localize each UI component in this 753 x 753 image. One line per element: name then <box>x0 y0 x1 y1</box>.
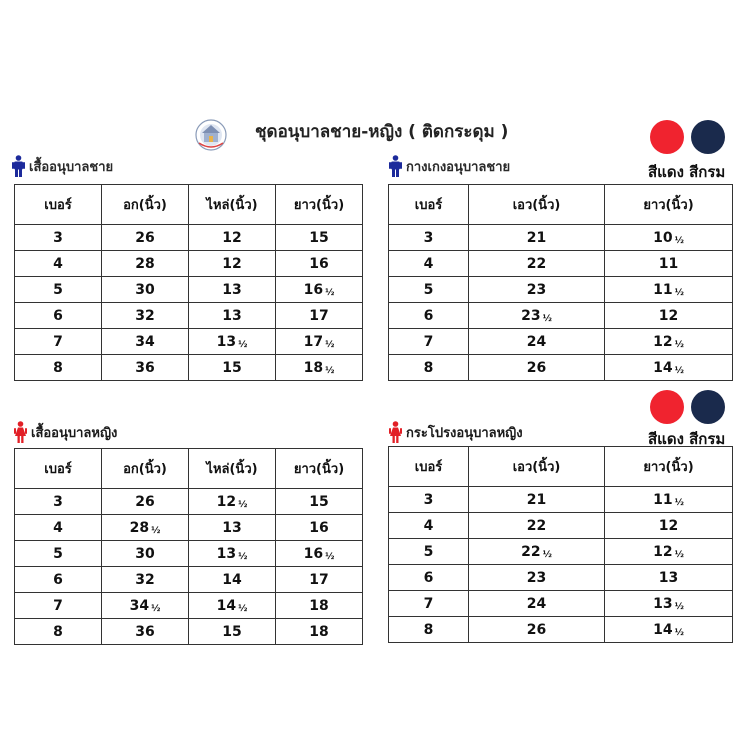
table-cell: 36 <box>102 619 189 645</box>
table-cell: 26 <box>469 355 605 381</box>
table-cell: 7 <box>15 593 102 619</box>
boy-icon <box>389 155 402 177</box>
column-header: เบอร์ <box>389 447 469 487</box>
table-row <box>15 593 363 619</box>
table-row <box>389 329 733 355</box>
table-cell: 8 <box>15 355 102 381</box>
table-row <box>389 591 733 617</box>
column-header: เอว(นิ้ว) <box>469 185 605 225</box>
navy-color-swatch <box>691 120 725 154</box>
table-row <box>389 277 733 303</box>
table-cell: 21 <box>469 225 605 251</box>
navy-color-swatch <box>691 390 725 424</box>
table-cell: 23 <box>469 277 605 303</box>
page-title: ชุดอนุบาลชาย-หญิง ( ติดกระดุม ) <box>255 122 509 142</box>
table-cell: 15 <box>276 225 363 251</box>
table-cell: 30 <box>102 541 189 567</box>
boy-shirt-size-table <box>14 184 363 381</box>
table-header-row <box>15 449 363 489</box>
table-cell: 13 <box>189 277 276 303</box>
table-cell: 15 <box>276 489 363 515</box>
column-header: ยาว(นิ้ว) <box>276 449 363 489</box>
table-row <box>389 251 733 277</box>
table-cell: 26 <box>102 489 189 515</box>
table-row <box>389 565 733 591</box>
girl-shirt-size-table <box>14 448 363 645</box>
table-cell: 5 <box>389 539 469 565</box>
column-header: เบอร์ <box>389 185 469 225</box>
column-header: ยาว(นิ้ว) <box>605 185 733 225</box>
table-cell: 16 ½ <box>276 277 363 303</box>
table-row <box>15 303 363 329</box>
table-cell: 15 <box>189 619 276 645</box>
table-cell: 5 <box>15 277 102 303</box>
table-cell: 6 <box>389 303 469 329</box>
girl-skirt-header <box>389 421 523 443</box>
table-row <box>389 617 733 643</box>
table-cell: 36 <box>102 355 189 381</box>
table-cell: 26 <box>102 225 189 251</box>
table-cell: 4 <box>15 515 102 541</box>
table-header-row <box>389 447 733 487</box>
table-cell: 7 <box>389 591 469 617</box>
table-cell: 13 ½ <box>189 541 276 567</box>
table-cell: 5 <box>389 277 469 303</box>
table-cell: 13 <box>189 303 276 329</box>
red-color-swatch <box>650 390 684 424</box>
table-cell: 3 <box>15 225 102 251</box>
table-cell: 13 <box>605 565 733 591</box>
table-row <box>15 355 363 381</box>
table-cell: 16 <box>276 251 363 277</box>
table-cell: 5 <box>15 541 102 567</box>
girl-shirt-header <box>14 421 117 443</box>
table-cell: 4 <box>389 251 469 277</box>
table-cell: 30 <box>102 277 189 303</box>
table-cell: 12 <box>605 303 733 329</box>
table-cell: 12 ½ <box>189 489 276 515</box>
table-cell: 13 <box>189 515 276 541</box>
section-label: กระโปรงอนุบาลหญิง <box>406 425 523 441</box>
section-label: เสื้ออนุบาลชาย <box>29 159 114 175</box>
table-cell: 14 ½ <box>605 355 733 381</box>
table-cell: 24 <box>469 329 605 355</box>
column-header: เบอร์ <box>15 449 102 489</box>
table-cell: 11 <box>605 251 733 277</box>
table-cell: 12 <box>605 513 733 539</box>
section-label: กางเกงอนุบาลชาย <box>406 159 511 175</box>
table-row <box>389 303 733 329</box>
section-label: เสื้ออนุบาลหญิง <box>31 425 118 441</box>
table-cell: 10 ½ <box>605 225 733 251</box>
table-cell: 14 <box>189 567 276 593</box>
column-header: ไหล่(นิ้ว) <box>189 185 276 225</box>
girl-icon <box>389 421 402 443</box>
table-row <box>15 567 363 593</box>
table-cell: 23 ½ <box>469 303 605 329</box>
table-row <box>15 619 363 645</box>
table-row <box>389 513 733 539</box>
table-row <box>15 225 363 251</box>
table-row <box>389 225 733 251</box>
table-cell: 26 <box>469 617 605 643</box>
girl-icon <box>14 421 27 443</box>
table-cell: 14 ½ <box>189 593 276 619</box>
column-header: ยาว(นิ้ว) <box>276 185 363 225</box>
table-cell: 12 ½ <box>605 539 733 565</box>
table-header-row <box>389 185 733 225</box>
table-row <box>389 487 733 513</box>
shop-logo <box>194 118 228 152</box>
table-cell: 6 <box>15 567 102 593</box>
table-cell: 34 <box>102 329 189 355</box>
table-cell: 13 ½ <box>605 591 733 617</box>
table-cell: 22 <box>469 251 605 277</box>
table-cell: 3 <box>389 487 469 513</box>
column-header: ไหล่(นิ้ว) <box>189 449 276 489</box>
table-cell: 18 <box>276 619 363 645</box>
table-cell: 8 <box>389 355 469 381</box>
table-cell: 11 ½ <box>605 277 733 303</box>
table-row <box>15 277 363 303</box>
table-cell: 6 <box>389 565 469 591</box>
table-cell: 24 <box>469 591 605 617</box>
table-cell: 12 <box>189 251 276 277</box>
column-header: อก(นิ้ว) <box>102 449 189 489</box>
table-row <box>15 541 363 567</box>
color-options-label: สีแดง สีกรม <box>648 430 726 448</box>
girl-skirt-size-table <box>388 446 733 643</box>
table-cell: 3 <box>15 489 102 515</box>
table-cell: 4 <box>389 513 469 539</box>
table-cell: 17 <box>276 303 363 329</box>
boy-icon <box>12 155 25 177</box>
table-row <box>15 251 363 277</box>
table-cell: 22 ½ <box>469 539 605 565</box>
table-cell: 32 <box>102 567 189 593</box>
table-row <box>15 515 363 541</box>
table-row <box>15 329 363 355</box>
table-cell: 16 <box>276 515 363 541</box>
table-cell: 18 <box>276 593 363 619</box>
table-cell: 17 <box>276 567 363 593</box>
table-cell: 8 <box>15 619 102 645</box>
table-cell: 32 <box>102 303 189 329</box>
column-header: เอว(นิ้ว) <box>469 447 605 487</box>
table-cell: 4 <box>15 251 102 277</box>
table-cell: 34 ½ <box>102 593 189 619</box>
column-header: ยาว(นิ้ว) <box>605 447 733 487</box>
table-cell: 13 ½ <box>189 329 276 355</box>
table-cell: 28 ½ <box>102 515 189 541</box>
column-header: เบอร์ <box>15 185 102 225</box>
table-row <box>15 489 363 515</box>
table-cell: 22 <box>469 513 605 539</box>
table-cell: 14 ½ <box>605 617 733 643</box>
table-cell: 3 <box>389 225 469 251</box>
red-color-swatch <box>650 120 684 154</box>
table-cell: 8 <box>389 617 469 643</box>
table-cell: 11 ½ <box>605 487 733 513</box>
table-cell: 15 <box>189 355 276 381</box>
table-row <box>389 355 733 381</box>
table-cell: 17 ½ <box>276 329 363 355</box>
table-row <box>389 539 733 565</box>
boy-pants-size-table <box>388 184 733 381</box>
column-header: อก(นิ้ว) <box>102 185 189 225</box>
boy-shirt-header <box>12 155 113 177</box>
table-cell: 7 <box>15 329 102 355</box>
table-cell: 12 ½ <box>605 329 733 355</box>
table-cell: 21 <box>469 487 605 513</box>
table-cell: 16 ½ <box>276 541 363 567</box>
table-cell: 23 <box>469 565 605 591</box>
color-options-label: สีแดง สีกรม <box>648 163 726 181</box>
table-header-row <box>15 185 363 225</box>
table-cell: 6 <box>15 303 102 329</box>
table-cell: 28 <box>102 251 189 277</box>
boy-pants-header <box>389 155 510 177</box>
table-cell: 12 <box>189 225 276 251</box>
table-cell: 18 ½ <box>276 355 363 381</box>
table-cell: 7 <box>389 329 469 355</box>
